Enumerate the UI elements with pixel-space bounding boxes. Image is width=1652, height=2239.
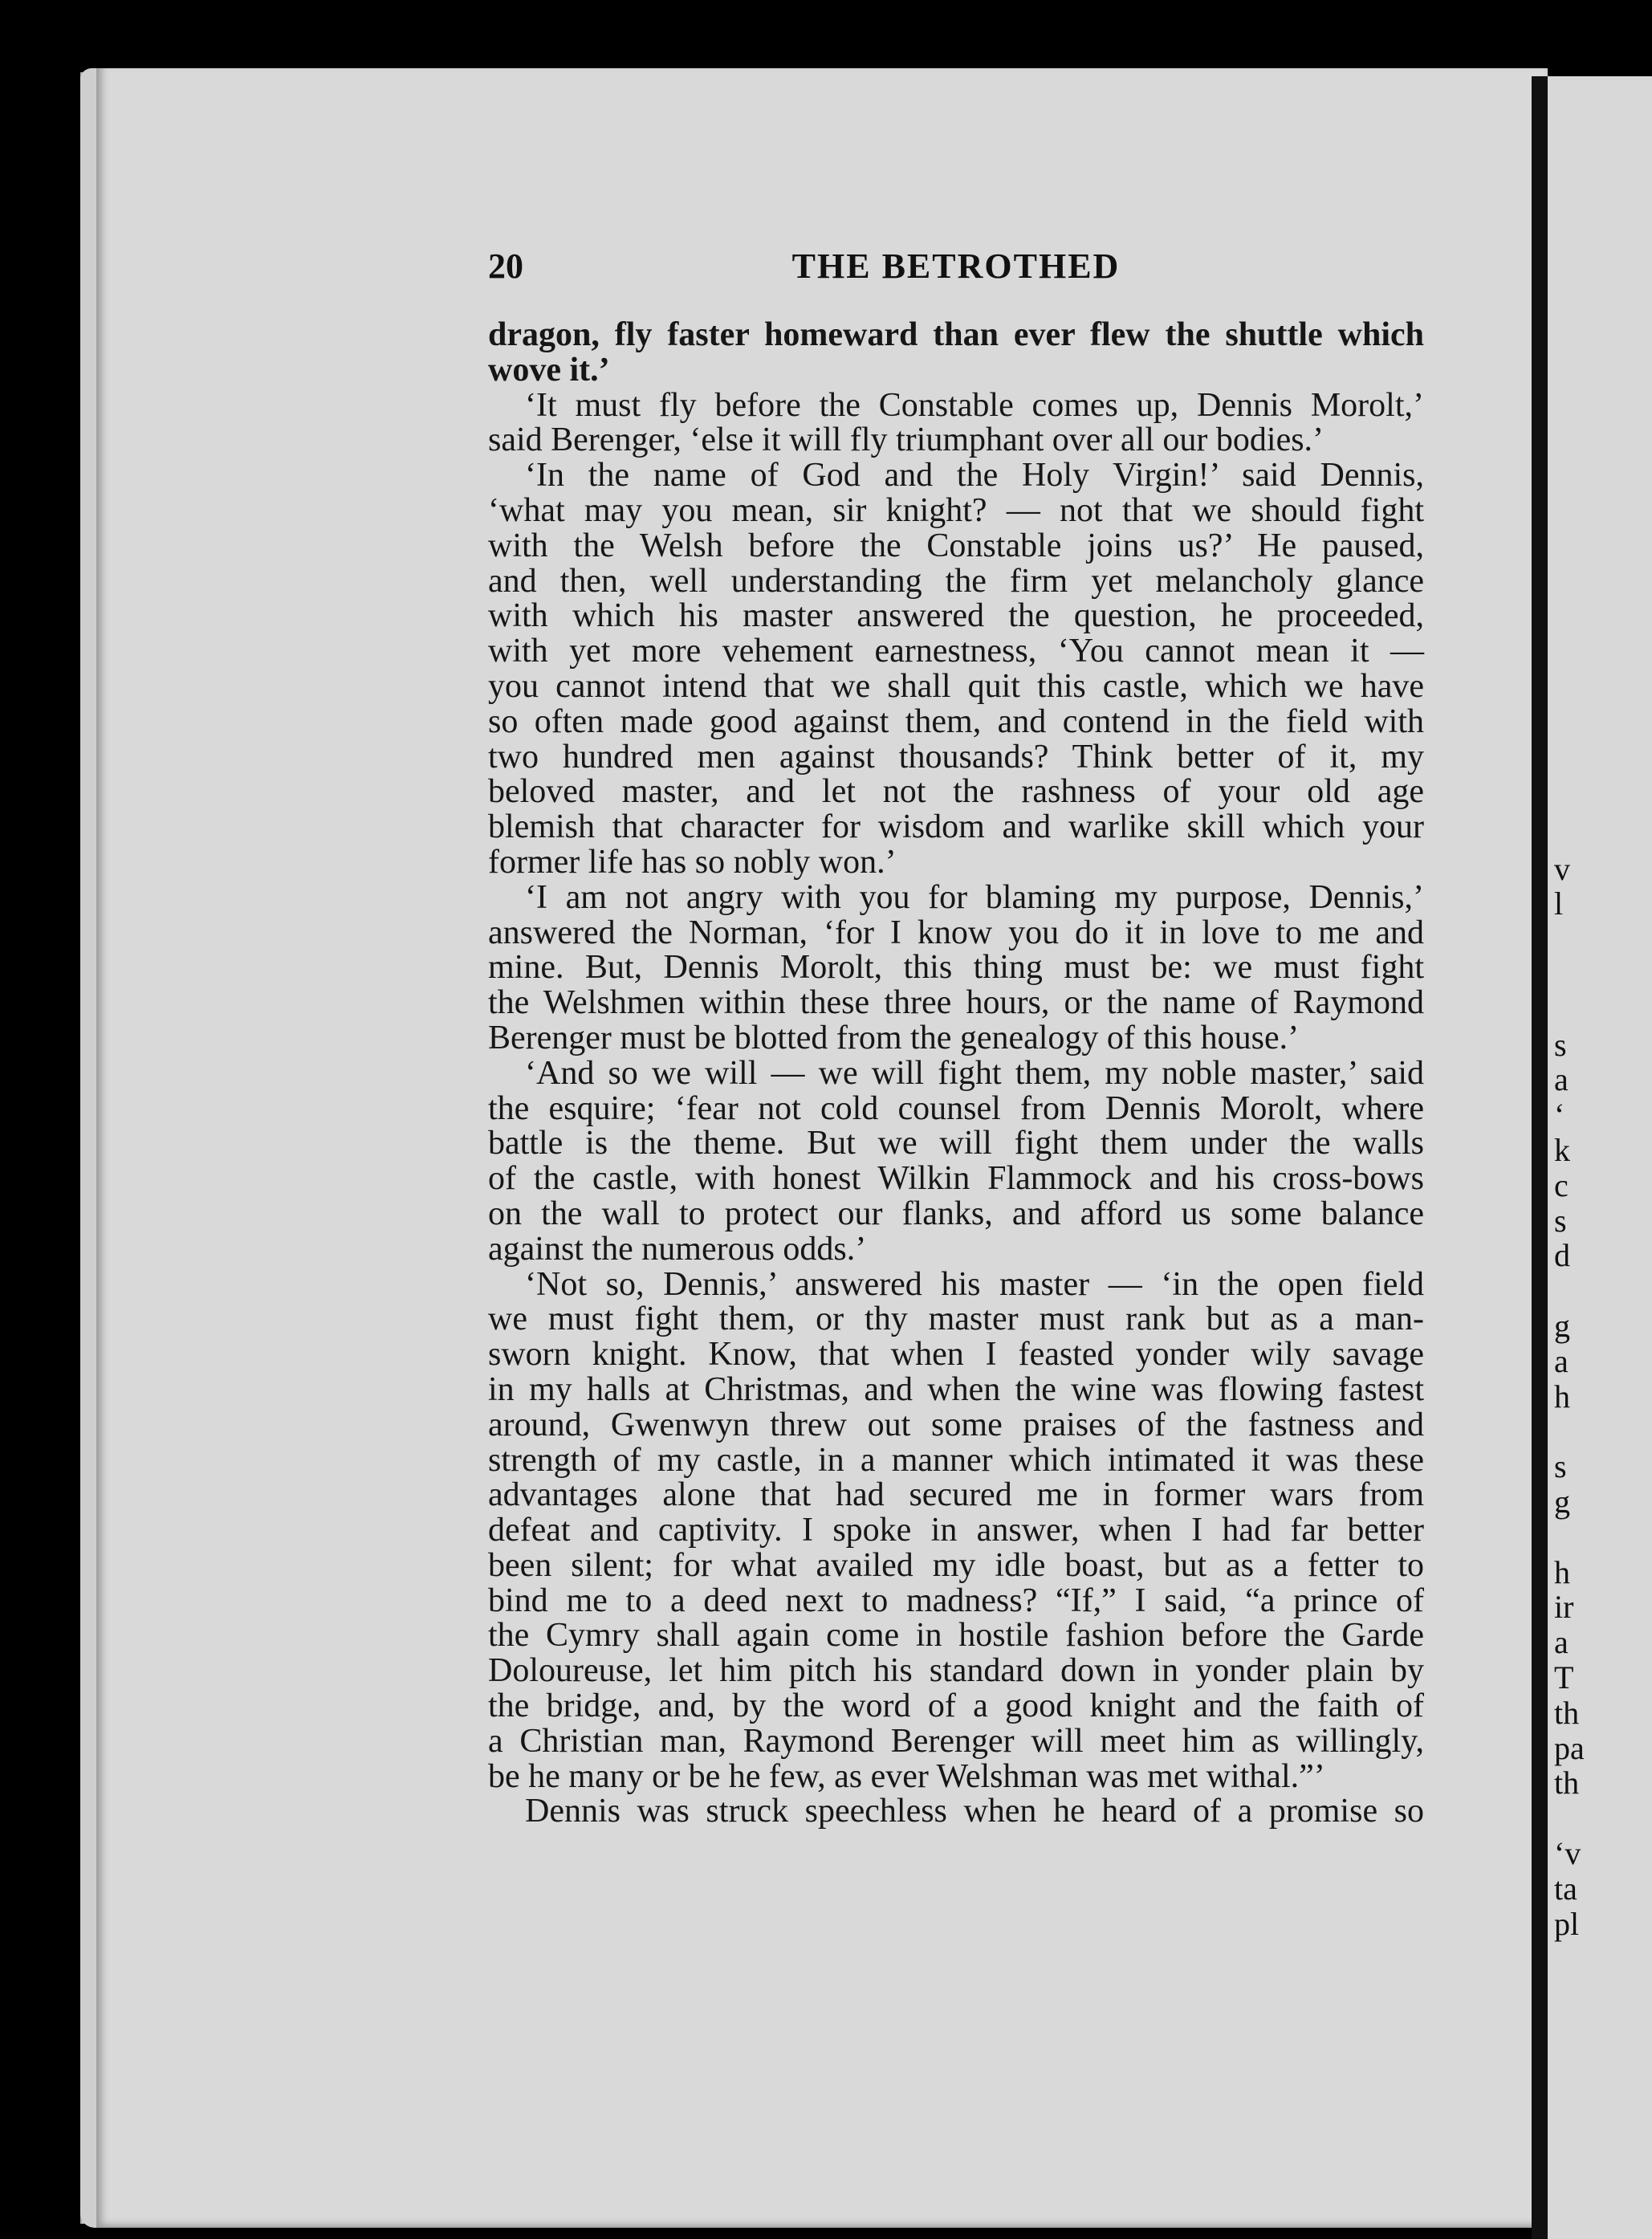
- text-line: said Berenger, ‘else it will fly triumphant over all our bodies.’: [488, 421, 1324, 459]
- text-line: the esquire; ‘fear not cold counsel from Dennis Morolt, where: [488, 1089, 1424, 1127]
- text-line: ‘I am not angry with you for blaming my purpose, Dennis,’: [525, 878, 1424, 916]
- text-line: Berenger must be blotted from the genealogy of this house.’: [488, 1019, 1300, 1056]
- facing-page-fragment: a: [1554, 1061, 1569, 1098]
- page-number: 20: [488, 246, 523, 286]
- facing-page-edge: [1548, 76, 1652, 2239]
- facing-page-fragment: pl: [1554, 1905, 1580, 1942]
- gutter-shadow: [1532, 76, 1548, 2239]
- text-line: battle is the theme. But we will fight them under the walls: [488, 1125, 1424, 1162]
- text-line: beloved master, and let not the rashness of your old age: [488, 773, 1424, 811]
- text-line: and then, well understanding the firm yet melancholy glance: [488, 562, 1424, 600]
- text-line: so often made good against them, and contend in the field with: [488, 702, 1424, 740]
- facing-page-fragment: th: [1554, 1694, 1580, 1731]
- facing-page-fragment: g: [1554, 1484, 1570, 1520]
- text-line: strength of my castle, in a manner which intimated it was these: [488, 1441, 1424, 1479]
- text-line: sworn knight. Know, that when I feasted yonder wily savage: [488, 1336, 1424, 1374]
- text-line: against the numerous odds.’: [488, 1230, 867, 1268]
- text-line: of the castle, with honest Wilkin Flammock and his cross-bows: [488, 1160, 1424, 1198]
- body-text: [488, 318, 1424, 1830]
- facing-page-fragment: s: [1554, 1026, 1567, 1063]
- text-line: with the Welsh before the Constable joins us?’ He paused,: [488, 527, 1424, 564]
- text-line: with yet more vehement earnestness, ‘You cannot mean it —: [488, 633, 1424, 670]
- text-line: ‘Not so, Dennis,’ answered his master — ‘in the open field: [525, 1265, 1424, 1303]
- facing-page-fragment: ‘: [1554, 1097, 1565, 1134]
- text-line: ‘what may you mean, sir knight? — not that we should fight: [488, 491, 1424, 529]
- text-line: we must fight them, or thy master must rank but as a man-: [488, 1301, 1424, 1338]
- text-line: defeat and captivity. I spoke in answer, when I had far better: [488, 1512, 1424, 1549]
- running-title: THE BETROTHED: [791, 246, 1121, 286]
- facing-page-fragment: pa: [1554, 1729, 1585, 1766]
- text-line: ‘In the name of God and the Holy Virgin!’ said Dennis,: [525, 457, 1424, 495]
- text-line: the Cymry shall again come in hostile fashion before the Garde: [488, 1617, 1424, 1655]
- facing-page-fragment: ta: [1554, 1870, 1577, 1907]
- text-line: advantages alone that had secured me in former wars from: [488, 1476, 1424, 1514]
- facing-page-fragment: k: [1554, 1132, 1570, 1168]
- text-line: former life has so nobly won.’: [488, 843, 897, 881]
- text-line: the bridge, and, by the word of a good knight and the faith of: [488, 1687, 1424, 1725]
- facing-page-fragment: g: [1554, 1308, 1570, 1344]
- facing-page-fragment: ‘v: [1554, 1835, 1581, 1871]
- text-line: in my halls at Christmas, and when the wine was flowing fastest: [488, 1370, 1424, 1408]
- facing-page-fragment: h: [1554, 1553, 1570, 1590]
- text-line: Doloureuse, let him pitch his standard down in yonder plain by: [488, 1652, 1424, 1690]
- text-line: bind me to a deed next to madness? “If,” I said, “a prince of: [488, 1582, 1424, 1619]
- facing-page-fragment: h: [1554, 1378, 1570, 1415]
- facing-page-fragment: T: [1554, 1659, 1574, 1696]
- text-line: with which his master answered the question, he proceeded,: [488, 597, 1424, 635]
- text-line: been silent; for what availed my idle boast, but as a fetter to: [488, 1546, 1424, 1584]
- text-line: answered the Norman, ‘for I know you do it in love to me and: [488, 914, 1424, 951]
- text-line: around, Gwenwyn threw out some praises of the fastness and: [488, 1406, 1424, 1443]
- text-line: ‘It must fly before the Constable comes up, Dennis Morolt,’: [525, 386, 1424, 424]
- facing-page-fragment: th: [1554, 1765, 1580, 1801]
- text-line: be he many or be he few, as ever Welshman was met withal.”’: [488, 1757, 1325, 1795]
- text-line: dragon, fly faster homeward than ever flew the shuttle which: [488, 316, 1424, 353]
- page-header: [488, 246, 1424, 294]
- text-line: ‘And so we will — we will fight them, my noble master,’ said: [525, 1054, 1424, 1092]
- text-line: wove it.’: [488, 351, 610, 389]
- text-line: you cannot intend that we shall quit this castle, which we have: [488, 667, 1424, 705]
- facing-page-fragment: ir: [1554, 1589, 1574, 1626]
- facing-page-fragment: s: [1554, 1448, 1567, 1485]
- text-line: two hundred men against thousands? Think better of it, my: [488, 738, 1424, 776]
- text-line: on the wall to protect our flanks, and afford us some balance: [488, 1195, 1424, 1232]
- text-line: mine. But, Dennis Morolt, this thing must be: we must fight: [488, 949, 1424, 987]
- facing-page-fragment: a: [1554, 1342, 1569, 1379]
- facing-page-fragment: s: [1554, 1202, 1567, 1239]
- text-line: Dennis was struck speechless when he heard of a promise so: [525, 1793, 1424, 1830]
- facing-page-fragment: c: [1554, 1166, 1569, 1203]
- text-line: the Welshmen within these three hours, or the name of Raymond: [488, 984, 1424, 1022]
- text-line: blemish that character for wisdom and warlike skill which your: [488, 808, 1424, 846]
- facing-page-fragment: a: [1554, 1624, 1569, 1661]
- facing-page-fragment: v: [1554, 850, 1570, 887]
- facing-page-fragment: l: [1554, 885, 1564, 922]
- text-line: a Christian man, Raymond Berenger will meet him as willingly,: [488, 1722, 1424, 1760]
- facing-page-fragment: d: [1554, 1237, 1570, 1274]
